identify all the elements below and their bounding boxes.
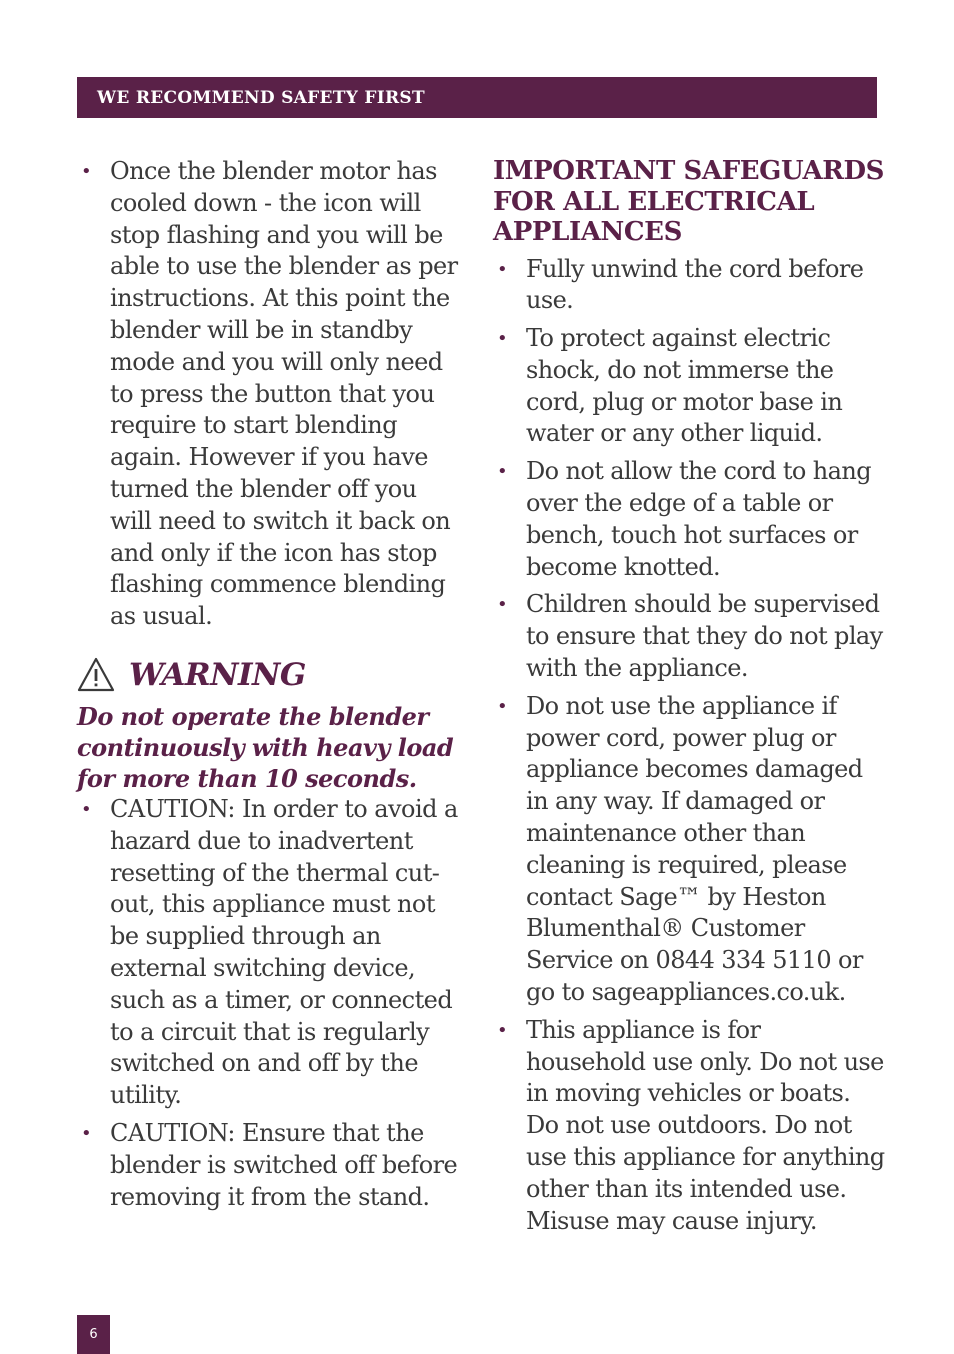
section-header-title: WE RECOMMEND SAFETY FIRST xyxy=(97,87,425,108)
list-item-text: Fully unwind the cord before use. xyxy=(526,254,864,315)
warning-text: Do not operate the blender continuously with heavy load for more than 10 seconds. xyxy=(77,701,454,793)
left-column xyxy=(77,156,462,1219)
bullet-icon: • xyxy=(497,695,508,717)
list-item xyxy=(493,456,885,583)
warning-heading xyxy=(77,653,462,697)
safeguards-title: IMPORTANT SAFEGUARDS FOR ALL ELECTRICAL APPLIANCES xyxy=(493,156,884,247)
caution-list xyxy=(77,794,462,1213)
list-item-text: Do not allow the cord to hang over the edge of a table or bench, touch hot surfaces or become knotted. xyxy=(526,457,871,581)
warning-triangle-icon xyxy=(77,656,115,694)
list-item-text: Once the blender motor has cooled down - the icon will stop flashing and you will be able to use the blender as per instructions. At this point the blender will be in standby mode and you will only need to press the button that you require to start blending again. However if you have turned the blender off you will need to switch it back on and only if the icon has stop flashing commence blending as usual. xyxy=(110,157,458,631)
bullet-icon: • xyxy=(81,798,92,820)
right-column xyxy=(493,156,885,1243)
list-item-text: Do not use the appliance if power cord, power plug or appliance becomes damaged in any way. If damaged or maintenance other than cleaning is required, please contact Sage™ by Heston Blumenthal® Customer Service on 0844 334 5110 or go to sageappliances.co.uk. xyxy=(526,691,863,1007)
list-item xyxy=(493,323,885,450)
list-item-text: Children should be supervised to ensure that they do not play with the appliance. xyxy=(526,590,883,683)
safeguards-list xyxy=(493,254,885,1238)
bullet-icon: • xyxy=(497,258,508,280)
list-item xyxy=(77,156,462,633)
bullet-icon: • xyxy=(81,1122,92,1144)
bullet-icon: • xyxy=(81,161,92,182)
list-item-text: CAUTION: In order to avoid a hazard due to inadvertent resetting of the thermal cut-out, this appliance must not be supplied through an external switching device, such as a timer, or connected to a circuit that is regularly switched on and off by the utility. xyxy=(110,794,458,1110)
list-item xyxy=(493,589,885,684)
list-item-text: This appliance is for household use only. Do not use in moving vehicles or boats. Do not use outdoors. Do not use this appliance for anything other than its intended use. Misuse may cause injury. xyxy=(526,1015,885,1235)
page-number xyxy=(77,1315,110,1354)
list-item-text: CAUTION: Ensure that the blender is switched off before removing it from the stand. xyxy=(110,1118,458,1211)
section-header-bar xyxy=(77,77,877,118)
bullet-icon: • xyxy=(497,328,508,350)
list-item xyxy=(493,1015,885,1238)
list-item xyxy=(77,1118,462,1213)
intro-list xyxy=(77,156,462,633)
list-item-text: To protect against electric shock, do not immerse the cord, plug or motor base in water or any other liquid. xyxy=(526,324,843,448)
list-item xyxy=(493,691,885,1009)
bullet-icon: • xyxy=(497,1019,508,1041)
bullet-icon: • xyxy=(497,461,508,483)
warning-title: WARNING xyxy=(129,656,306,693)
bullet-icon: • xyxy=(497,594,508,616)
list-item xyxy=(77,794,462,1112)
page-number-text: 6 xyxy=(89,1327,98,1342)
list-item xyxy=(493,254,885,318)
